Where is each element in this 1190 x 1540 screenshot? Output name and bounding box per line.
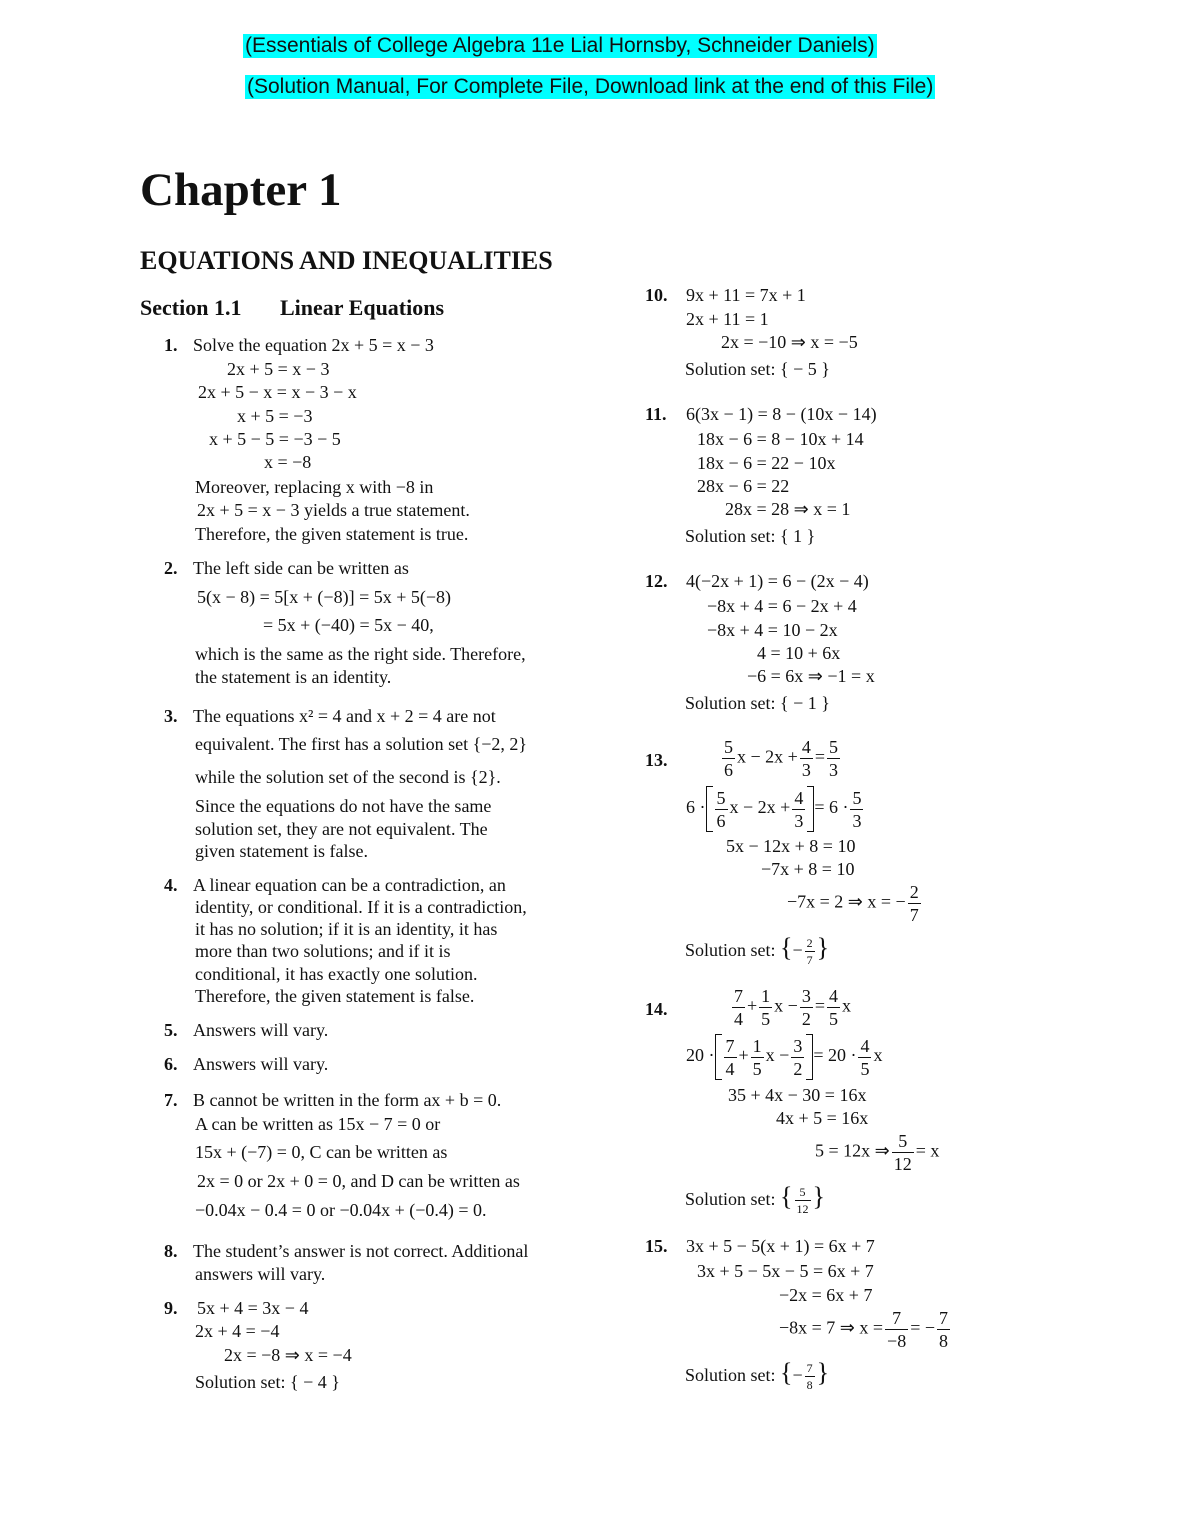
problem-text: solution set, they are not equivalent. The bbox=[195, 819, 488, 839]
left-brace: { bbox=[780, 1182, 793, 1211]
problem-text: the statement is an identity. bbox=[195, 667, 392, 687]
problem-text: A can be written as 15x − 7 = 0 or bbox=[195, 1114, 441, 1134]
problem-text: answers will vary. bbox=[195, 1264, 326, 1284]
fraction: $\frac{5}{12}$ bbox=[893, 1131, 912, 1174]
problem-text: equivalent. The first has a solution set {−2, 2} bbox=[195, 734, 528, 754]
right-brace: } bbox=[812, 1182, 825, 1211]
math-line: −7x + 8 = 10 bbox=[761, 859, 855, 879]
solution-set: Solution set: {− $\frac{7}{8}$ } bbox=[685, 1358, 830, 1393]
math-line: x = −8 bbox=[264, 452, 312, 472]
math-line: 20 · $\frac{7}{4}$ + $\frac{1}{5}$ x − $\frac{3}{2}$ = 20 · $\frac{4}{5}$ x bbox=[686, 1035, 883, 1079]
fraction: $\frac{4}{5}$ bbox=[860, 1035, 870, 1079]
math-line: 2x + 4 = −4 bbox=[195, 1321, 280, 1341]
section-title: EQUATIONS AND INEQUALITIES bbox=[140, 246, 553, 275]
math-line: −8x = 7 ⇒ x = $\frac{7}{-8}$ = − $\frac{7}{8}$ bbox=[779, 1308, 949, 1351]
math-line: 2x + 11 = 1 bbox=[686, 309, 769, 329]
fraction: $\frac{1}{5}$ bbox=[752, 1035, 762, 1079]
fraction: $\frac{2}{7}$ bbox=[909, 882, 919, 925]
fraction: $\frac{5}{6}$ bbox=[716, 787, 726, 831]
fraction: $\frac{7}{-8}$ bbox=[887, 1308, 907, 1351]
solution-set: Solution set: { − 5 } bbox=[685, 359, 830, 379]
problem-text: given statement is false. bbox=[195, 841, 368, 861]
math-line: 5(x − 8) = 5[x + (−8)] = 5x + 5(−8) bbox=[197, 587, 452, 607]
problem-number: 7. bbox=[164, 1090, 178, 1110]
problem-text: identity, or conditional. If it is a contradiction, bbox=[195, 897, 527, 917]
problem-text: Moreover, replacing x with −8 in bbox=[195, 477, 434, 497]
math-line: 35 + 4x − 30 = 16x bbox=[728, 1085, 867, 1105]
math-line: 2x + 5 − x = x − 3 − x bbox=[198, 382, 357, 402]
math-line: x + 5 − 5 = −3 − 5 bbox=[209, 429, 341, 449]
math-line: 2x = −10 ⇒ x = −5 bbox=[721, 332, 858, 352]
math-line: 5x − 12x + 8 = 10 bbox=[726, 836, 856, 856]
problem-text: A linear equation can be a contradiction, an bbox=[193, 875, 506, 895]
problem-text: The equations x² = 4 and x + 2 = 4 are not bbox=[193, 706, 496, 726]
solution-set: Solution set: {− $\frac{2}{7}$ } bbox=[685, 933, 830, 968]
math-line: x + 5 = −3 bbox=[237, 406, 313, 426]
math-line: = 5x + (−40) = 5x − 40, bbox=[263, 615, 434, 635]
problem-number: 4. bbox=[164, 875, 178, 895]
problem-number: 9. bbox=[164, 1298, 178, 1318]
fraction: $\frac{7}{8}$ bbox=[806, 1361, 813, 1393]
problem-text: The student’s answer is not correct. Additional bbox=[193, 1241, 529, 1261]
math-line: $\frac{5}{6}$ x − 2x + $\frac{4}{3}$ = $\frac{5}{3}$ bbox=[724, 737, 838, 780]
problem-text: B cannot be written in the form ax + b = 0. bbox=[193, 1090, 502, 1110]
problem-number: 15. bbox=[645, 1236, 668, 1256]
problem-text: which is the same as the right side. Therefore, bbox=[195, 644, 526, 664]
math-line: 4 = 10 + 6x bbox=[757, 643, 841, 663]
math-line: 4x + 5 = 16x bbox=[776, 1108, 869, 1128]
problem-text: 2x = 0 or 2x + 0 = 0, and D can be written as bbox=[197, 1171, 520, 1191]
math-line: 3x + 5 − 5(x + 1) = 6x + 7 bbox=[686, 1236, 875, 1256]
math-line: 2x = −8 ⇒ x = −4 bbox=[224, 1345, 352, 1365]
problem-text: The left side can be written as bbox=[193, 558, 409, 578]
math-line: 5x + 4 = 3x − 4 bbox=[197, 1298, 309, 1318]
problem-number: 8. bbox=[164, 1241, 178, 1261]
fraction: $\frac{4}{3}$ bbox=[794, 787, 804, 831]
problem-text: −0.04x − 0.4 = 0 or −0.04x + (−0.4) = 0. bbox=[195, 1200, 487, 1220]
problem-number: 11. bbox=[645, 404, 667, 424]
problem-text: Therefore, the given statement is false. bbox=[195, 986, 475, 1006]
problem-text: while the solution set of the second is {2}. bbox=[195, 767, 501, 787]
fraction: $\frac{3}{2}$ bbox=[793, 1035, 803, 1079]
problem-text: Therefore, the given statement is true. bbox=[195, 524, 469, 544]
problem-number: 3. bbox=[164, 706, 178, 726]
fraction: $\frac{5}{12}$ bbox=[796, 1185, 809, 1217]
problem-number: 12. bbox=[645, 571, 668, 591]
problem-text: 15x + (−7) = 0, C can be written as bbox=[195, 1142, 448, 1162]
math-line: $\frac{7}{4}$ + $\frac{1}{5}$ x − $\frac{3}{2}$ = $\frac{4}{5}$ x bbox=[734, 986, 851, 1029]
fraction: $\frac{3}{2}$ bbox=[801, 986, 811, 1029]
fraction: $\frac{7}{8}$ bbox=[939, 1308, 949, 1351]
subsection-number: Section 1.1 bbox=[140, 295, 242, 320]
header-line-1: (Essentials of College Algebra 11e Lial Hornsby, Schneider Daniels) bbox=[245, 34, 875, 57]
left-bracket bbox=[706, 786, 713, 832]
problem-text: Answers will vary. bbox=[193, 1054, 329, 1074]
problem-number: 14. bbox=[645, 999, 668, 1019]
fraction: $\frac{2}{7}$ bbox=[806, 936, 813, 968]
right-brace: } bbox=[816, 1358, 830, 1387]
fraction: $\frac{5}{3}$ bbox=[828, 737, 838, 780]
math-line: −6 = 6x ⇒ −1 = x bbox=[747, 666, 875, 686]
header-line-2: (Solution Manual, For Complete File, Download link at the end of this File) bbox=[247, 75, 934, 98]
fraction: $\frac{5}{6}$ bbox=[724, 737, 733, 780]
problem-text: conditional, it has exactly one solution. bbox=[195, 964, 478, 984]
right-brace: } bbox=[816, 933, 830, 962]
fraction: $\frac{4}{3}$ bbox=[801, 737, 811, 780]
chapter-title: Chapter 1 bbox=[140, 164, 342, 216]
problem-number: 5. bbox=[164, 1020, 178, 1040]
fraction: $\frac{5}{3}$ bbox=[852, 787, 862, 831]
subsection-heading bbox=[140, 295, 444, 321]
problem-text: Answers will vary. bbox=[193, 1020, 329, 1040]
math-line: −7x = 2 ⇒ x = − $\frac{2}{7}$ bbox=[787, 882, 919, 925]
problem-text: more than two solutions; and if it is bbox=[195, 941, 451, 961]
left-bracket bbox=[715, 1034, 722, 1080]
solution-set: Solution set: { − 4 } bbox=[195, 1372, 340, 1392]
problem-number: 10. bbox=[645, 285, 668, 305]
math-line: 5 = 12x ⇒ $\frac{5}{12}$ = x bbox=[815, 1131, 940, 1174]
math-line: 28x = 28 ⇒ x = 1 bbox=[725, 499, 851, 519]
math-line: −8x + 4 = 6 − 2x + 4 bbox=[707, 596, 857, 616]
math-line: 4(−2x + 1) = 6 − (2x − 4) bbox=[686, 571, 869, 591]
problem-number: 6. bbox=[164, 1054, 178, 1074]
math-line: 28x − 6 = 22 bbox=[697, 476, 790, 496]
fraction: $\frac{7}{4}$ bbox=[734, 986, 743, 1029]
problem-number: 1. bbox=[164, 335, 178, 355]
math-line: 9x + 11 = 7x + 1 bbox=[686, 285, 806, 305]
math-line: −8x + 4 = 10 − 2x bbox=[707, 620, 838, 640]
math-line: 6(3x − 1) = 8 − (10x − 14) bbox=[686, 404, 877, 424]
problem-text: Solve the equation 2x + 5 = x − 3 bbox=[193, 335, 434, 355]
fraction: $\frac{1}{5}$ bbox=[761, 986, 771, 1029]
fraction: $\frac{4}{5}$ bbox=[828, 986, 838, 1029]
problem-number: 13. bbox=[645, 750, 668, 770]
solution-set: Solution set: { $\frac{5}{12}$ } bbox=[685, 1182, 825, 1217]
left-brace: { bbox=[780, 1358, 793, 1387]
math-line: 6 · $\frac{5}{6}$ x − 2x + $\frac{4}{3}$ = 6 · $\frac{5}{3}$ bbox=[686, 787, 862, 831]
math-line: 18x − 6 = 22 − 10x bbox=[697, 453, 836, 473]
problem-text: 2x + 5 = x − 3 yields a true statement. bbox=[197, 500, 470, 520]
problem-text: it has no solution; if it is an identity, it has bbox=[195, 919, 498, 939]
subsection-title: Linear Equations bbox=[280, 295, 445, 320]
math-line: −2x = 6x + 7 bbox=[779, 1285, 873, 1305]
math-line: 2x + 5 = x − 3 bbox=[227, 359, 330, 379]
left-brace: { bbox=[780, 933, 793, 962]
solution-set: Solution set: { − 1 } bbox=[685, 693, 830, 713]
fraction: $\frac{7}{4}$ bbox=[725, 1035, 735, 1079]
math-line: 18x − 6 = 8 − 10x + 14 bbox=[697, 429, 864, 449]
problem-text: Since the equations do not have the same bbox=[195, 796, 492, 816]
problem-number: 2. bbox=[164, 558, 178, 578]
solution-set: Solution set: { 1 } bbox=[685, 526, 816, 546]
math-line: 3x + 5 − 5x − 5 = 6x + 7 bbox=[697, 1261, 874, 1281]
